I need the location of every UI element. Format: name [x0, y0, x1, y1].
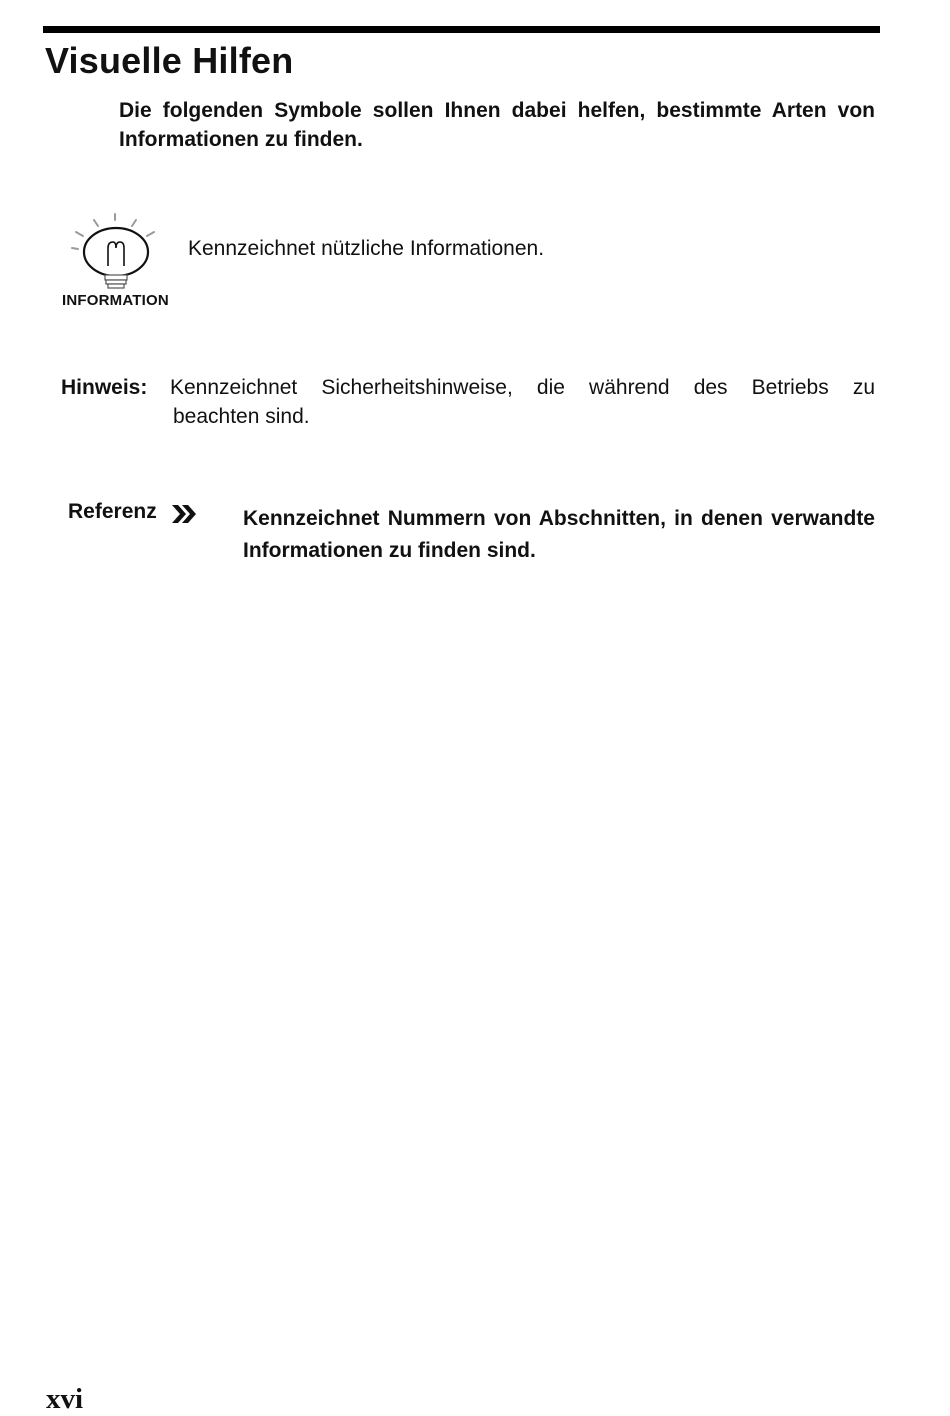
reference-description: Kennzeichnet Nummern von Abschnitten, in denen verwandte Informationen zu finden sind. [243, 507, 875, 562]
page-number: xvi [46, 1383, 84, 1415]
page-title: Visuelle Hilfen [45, 40, 294, 81]
note-description-line2: beachten sind. [173, 405, 310, 428]
note-label: Hinweis: [61, 376, 148, 399]
double-chevron-right-icon [170, 504, 198, 524]
intro-text: Die folgenden Symbole sollen Ihnen dabei helfen, bestimmte Arten von Informationen zu finden. [119, 99, 875, 151]
information-icon-label: INFORMATION [62, 292, 169, 309]
note-description-line1: Kennzeichnet Sicherheitshinweise, die während des Betriebs zu [170, 376, 875, 399]
top-rule [43, 26, 880, 33]
reference-label: Referenz [68, 500, 157, 523]
information-description: Kennzeichnet nützliche Informationen. [188, 237, 545, 260]
